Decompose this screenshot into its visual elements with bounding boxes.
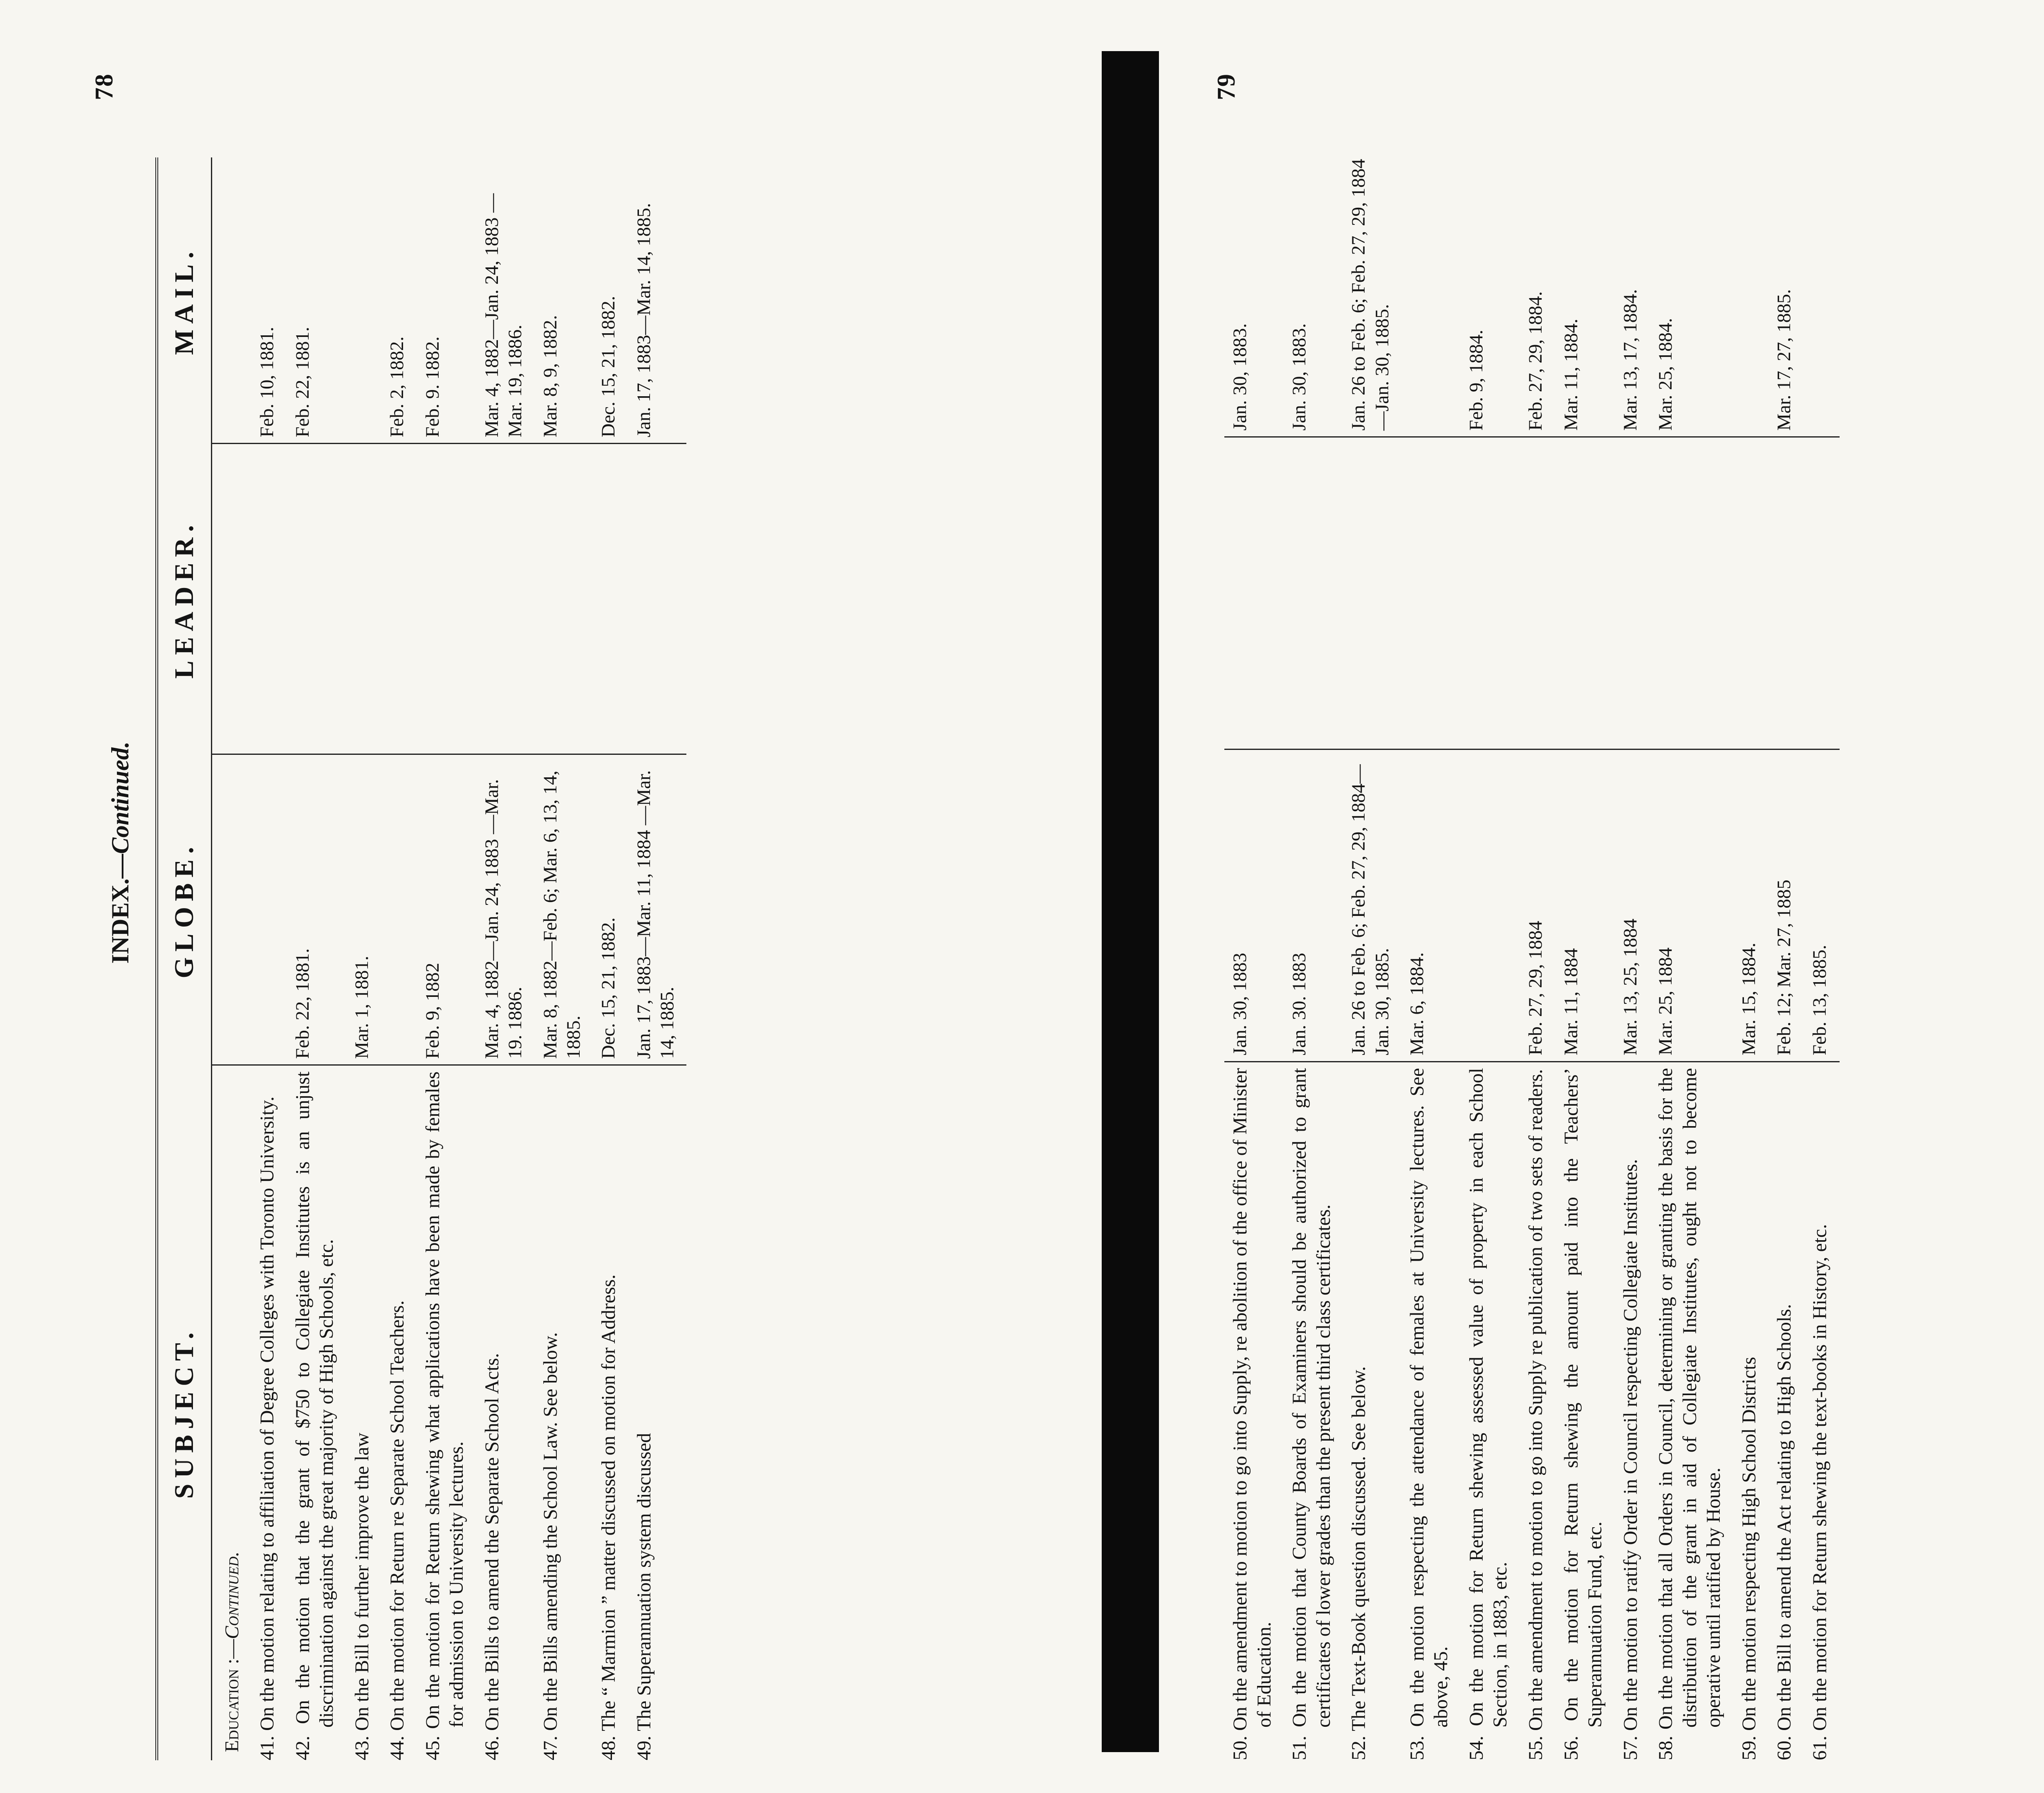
globe-cell: Feb. 12; Mar. 27, 1885: [1768, 749, 1804, 1061]
table-row: [1284, 149, 1343, 1760]
table-row: [1555, 149, 1615, 1760]
globe-cell: [1461, 749, 1520, 1061]
subject-cell: 60. On the Bill to amend the Act relating to High Schools.: [1773, 1304, 1795, 1760]
table-row: [1401, 149, 1461, 1760]
leader-cell: [251, 444, 287, 754]
leader-cell: [1343, 437, 1401, 750]
subject-cell: 51. On the motion that County Boards of Examiners should be authorized to grant certificates of lower grades than the present third class certificates.: [1289, 1068, 1334, 1760]
subject-cell: 42. On the motion that the grant of $750 to Collegiate Institutes is an unjust discrimination against the great majority of High Schools, etc.: [291, 1071, 338, 1760]
table-row: [251, 157, 287, 1760]
mail-cell: Feb. 9. 1882.: [417, 157, 476, 444]
mail-cell: Mar. 13, 17, 1884.: [1615, 149, 1650, 437]
leader-cell: [1224, 437, 1284, 750]
mail-cell: Feb. 10, 1881.: [251, 157, 287, 444]
globe-cell: Mar. 13, 25, 1884: [1615, 749, 1650, 1061]
table-row: [1343, 149, 1401, 1760]
mail-cell: Mar. 17, 27, 1885.: [1768, 149, 1804, 437]
subject-cell: 43. On the Bill to further improve the law: [351, 1432, 373, 1760]
subject-cell: 50. On the amendment to motion to go into Supply, re abolition of the office of Minister of Education.: [1229, 1068, 1275, 1760]
mail-cell: Feb. 22, 1881.: [287, 157, 346, 444]
subject-cell: 54. On the motion for Return shewing assessed value of property in each School Section, in 1883, etc.: [1465, 1068, 1511, 1760]
mail-cell: Mar. 25, 1884.: [1650, 149, 1733, 437]
table-row: [346, 157, 382, 1760]
globe-cell: Mar. 25, 1884: [1650, 749, 1733, 1061]
section-row: [211, 157, 251, 1760]
mail-cell: Jan. 17, 1883—Mar. 14, 1885.: [628, 157, 687, 444]
leader-cell: [1520, 437, 1555, 750]
subject-cell: 41. On the motion relating to affiliation of Degree Colleges with Toronto University.: [256, 1096, 278, 1760]
table-row: [287, 157, 346, 1760]
subject-header: SUBJECT.: [157, 1065, 212, 1760]
globe-cell: Mar. 15, 1884.: [1733, 749, 1769, 1061]
page-number: 78: [90, 73, 118, 100]
globe-cell: Jan. 17, 1883—Mar. 11, 1884 —Mar. 14, 1885.: [628, 754, 687, 1065]
mail-cell: Dec. 15, 21, 1882.: [593, 157, 628, 444]
table-row: [1461, 149, 1520, 1760]
table-row: [1733, 149, 1769, 1760]
subject-cell: 59. On the motion respecting High School Districts: [1738, 1357, 1760, 1760]
mail-cell: [1804, 149, 1840, 437]
subject-cell: 55. On the amendment to motion to go into Supply re publication of two sets of readers.: [1525, 1069, 1547, 1760]
leader-cell: [346, 444, 382, 754]
mail-cell: Feb. 9, 1884.: [1461, 149, 1520, 437]
subject-cell: 57. On the motion to ratify Order in Council respecting Collegiate Institutes.: [1619, 1159, 1641, 1760]
leader-cell: [628, 444, 687, 754]
leader-cell: [1284, 437, 1343, 750]
mail-cell: Jan. 30, 1883.: [1224, 149, 1284, 437]
table-row: [628, 157, 687, 1760]
table-row: [1520, 149, 1555, 1760]
leader-cell: [1615, 437, 1650, 750]
mail-cell: Mar. 8, 9, 1882.: [535, 157, 593, 444]
globe-cell: Mar. 1, 1881.: [346, 754, 382, 1065]
globe-cell: Feb. 27, 29, 1884: [1520, 749, 1555, 1061]
table-row: [381, 157, 417, 1760]
subject-cell: 56. On the motion for Return shewing the amount paid into the Teachers’ Superannuation Fund, etc.: [1560, 1068, 1606, 1760]
running-title: INDEX.—Continued.: [107, 741, 134, 964]
globe-cell: Feb. 13, 1885.: [1804, 749, 1840, 1061]
leader-header: LEADER.: [157, 444, 212, 754]
globe-cell: Mar. 11, 1884: [1555, 749, 1615, 1061]
index-table: [155, 157, 686, 1760]
binding-gutter: [1102, 51, 1159, 1752]
globe-cell: Mar. 4, 1882—Jan. 24, 1883 —Mar. 19. 1886.: [476, 754, 535, 1065]
subject-cell: 48. The “ Marmion ” matter discussed on motion for Address.: [598, 1274, 620, 1760]
leader-cell: [381, 444, 417, 754]
globe-cell: Feb. 9, 1882: [417, 754, 476, 1065]
mail-header: MAIL.: [157, 157, 212, 444]
subject-cell: 58. On the motion that all Orders in Council, determining or granting the basis for the distribution of the grant in aid of Collegiate Institutes, ought not to become operative until ratified by House.: [1655, 1068, 1725, 1760]
globe-header: GLOBE.: [157, 754, 212, 1065]
table-row: [535, 157, 593, 1760]
table-row: [1224, 149, 1284, 1760]
globe-cell: Feb. 22, 1881.: [287, 754, 346, 1065]
mail-cell: Jan. 26 to Feb. 6; Feb. 27, 29, 1884—Jan. 30, 1885.: [1343, 149, 1401, 437]
mail-cell: Jan. 30, 1883.: [1284, 149, 1343, 437]
page-79: [1159, 0, 2044, 1793]
leader-cell: [1461, 437, 1520, 750]
leader-cell: [476, 444, 535, 754]
globe-cell: Dec. 15, 21, 1882.: [593, 754, 628, 1065]
mail-cell: [1401, 149, 1461, 437]
subject-cell: 53. On the motion respecting the attendance of females at University lectures. See above, 45.: [1406, 1068, 1452, 1760]
mail-cell: Feb. 2, 1882.: [381, 157, 417, 444]
globe-cell: Mar. 6, 1884.: [1401, 749, 1461, 1061]
mail-cell: Mar. 4, 1882—Jan. 24, 1883 —Mar. 19, 1886.: [476, 157, 535, 444]
table-row: [1804, 149, 1840, 1760]
leader-cell: [287, 444, 346, 754]
table-row: [1650, 149, 1733, 1760]
leader-cell: [593, 444, 628, 754]
leader-cell: [1733, 437, 1769, 750]
table-row: [1615, 149, 1650, 1760]
subject-cell: 47. On the Bills amending the School Law. See below.: [539, 1332, 561, 1760]
leader-cell: [1401, 437, 1461, 750]
table-row: [476, 157, 535, 1760]
leader-cell: [417, 444, 476, 754]
header-row: [157, 157, 212, 1760]
page-number: 79: [1213, 73, 1240, 100]
leader-cell: [1804, 437, 1840, 750]
table-row: [1768, 149, 1804, 1760]
section-heading: Education :—Continued.: [221, 1551, 243, 1752]
globe-cell: Mar. 8, 1882—Feb. 6; Mar. 6, 13, 14, 1885.: [535, 754, 593, 1065]
index-table: [1224, 149, 1840, 1760]
mail-cell: [1733, 149, 1769, 437]
mail-cell: Mar. 11, 1884.: [1555, 149, 1615, 437]
globe-cell: [251, 754, 287, 1065]
globe-cell: [381, 754, 417, 1065]
index-title: INDEX.: [107, 878, 134, 964]
globe-cell: Jan. 26 to Feb. 6; Feb. 27, 29, 1884—Jan. 30, 1885.: [1343, 749, 1401, 1061]
leader-cell: [1768, 437, 1804, 750]
table-row: [417, 157, 476, 1760]
table-row: [593, 157, 628, 1760]
leader-cell: [1650, 437, 1733, 750]
leader-cell: [535, 444, 593, 754]
subject-cell: 61. On the motion for Return shewing the text-books in History, etc.: [1809, 1224, 1831, 1760]
subject-cell: 52. The Text-Book question discussed. See below.: [1348, 1366, 1370, 1760]
index-continued: Continued.: [107, 741, 134, 854]
mail-cell: Feb. 27, 29, 1884.: [1520, 149, 1555, 437]
globe-cell: Jan. 30. 1883: [1284, 749, 1343, 1061]
mail-cell: [346, 157, 382, 444]
subject-cell: 44. On the motion for Return re Separate School Teachers.: [386, 1300, 408, 1760]
leader-cell: [1555, 437, 1615, 750]
subject-cell: 49. The Superannuation system discussed: [633, 1433, 655, 1760]
subject-cell: 46. On the Bills to amend the Separate School Acts.: [481, 1353, 503, 1760]
subject-cell: 45. On the motion for Return shewing what applications have been made by females for admission to University lectures.: [421, 1071, 468, 1760]
globe-cell: Jan. 30, 1883: [1224, 749, 1284, 1061]
